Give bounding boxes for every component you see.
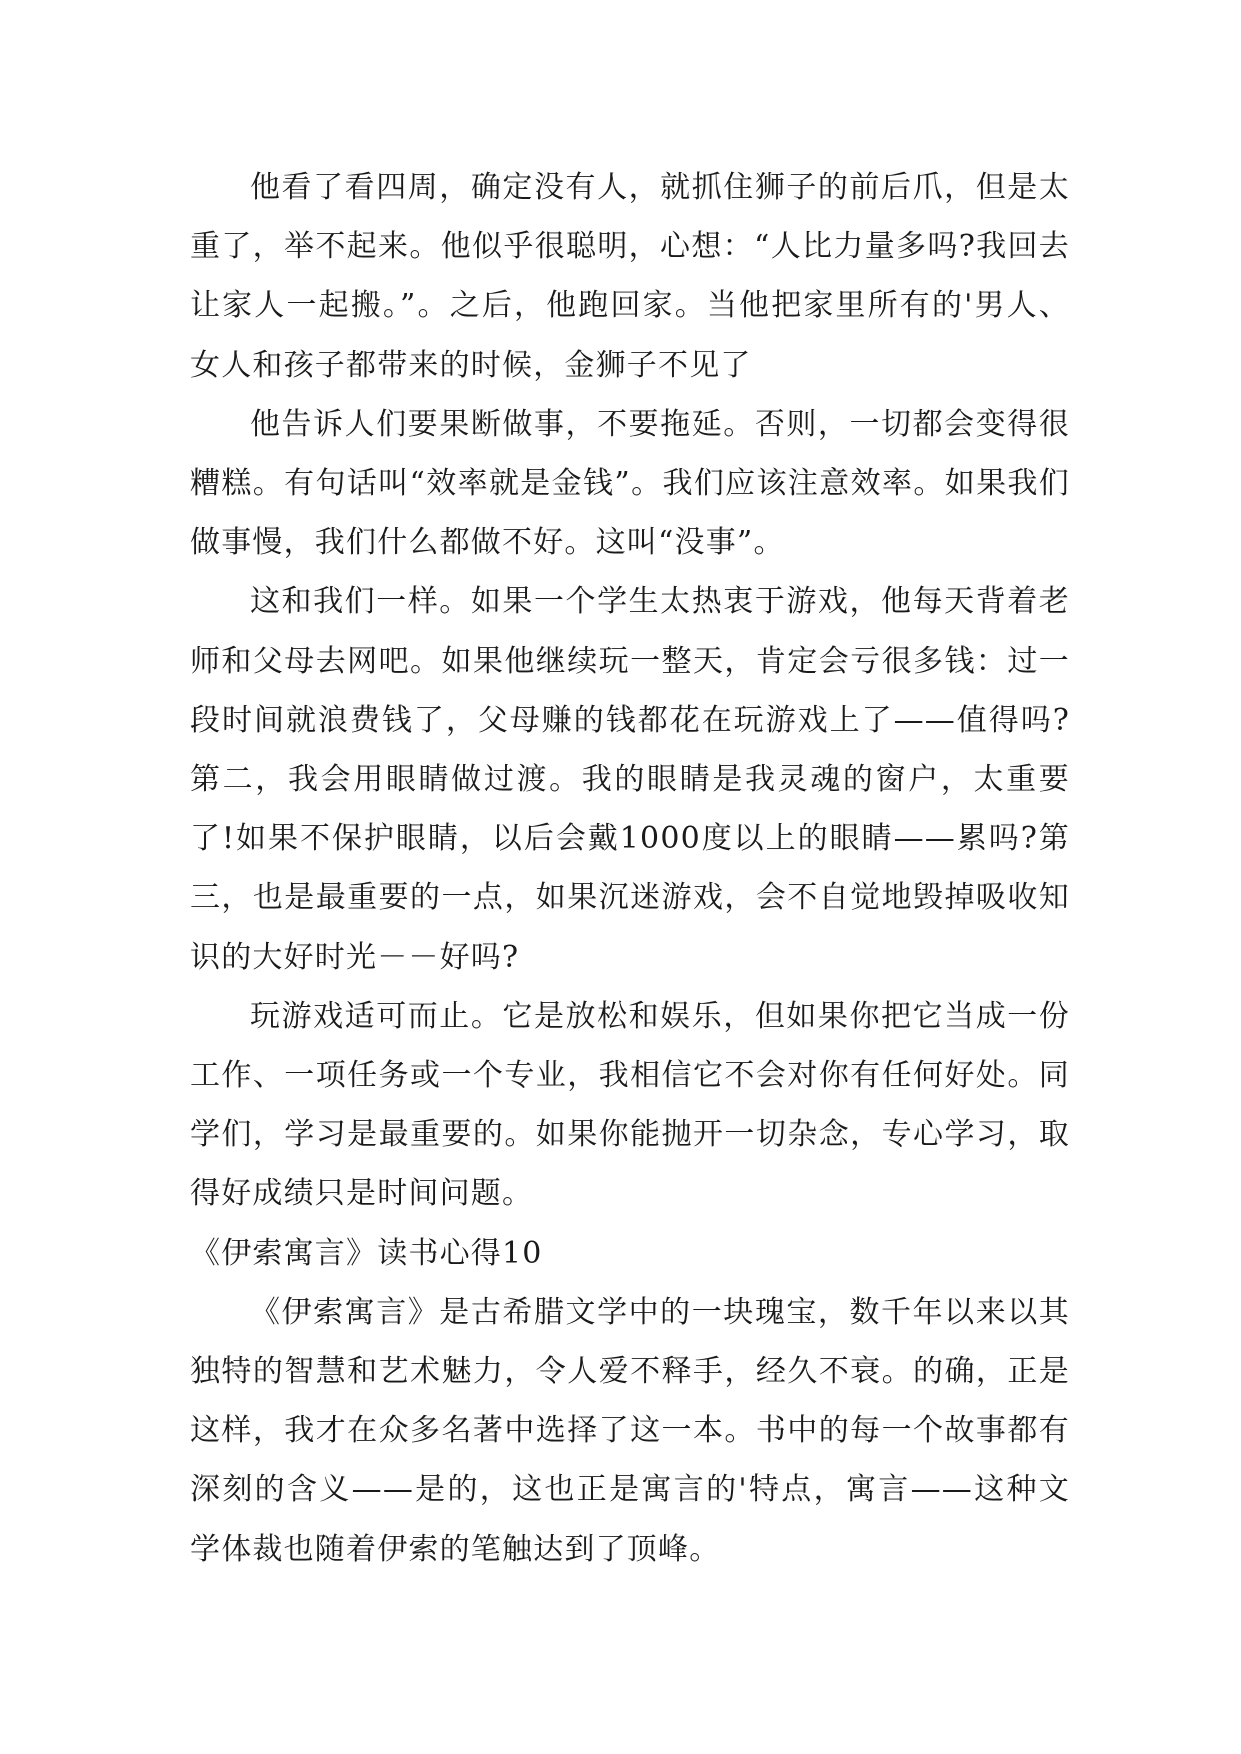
paragraph-moderation: 玩游戏适可而止。它是放松和娱乐，但如果你把它当成一份工作、一项任务或一个专业，我相信它不会对你有任何好处。同学们，学习是最重要的。如果你能抛开一切杂念，专心学习，取得好成绩只是时间问题。 (190, 998, 1070, 1212)
paragraph-lion-story: 他看了看四周，确定没有人，就抓住狮子的前后爪，但是太重了，举不起来。他似乎很聪明，心想：“人比力量多吗?我回去让家人一起搬。”。之后，他跑回家。当他把家里所有的'男人、女人和孩子都带来的时候，金狮子不见了 (190, 170, 1070, 383)
paragraph-efficiency: 他告诉人们要果断做事，不要拖延。否则，一切都会变得很糟糕。有句话叫“效率就是金钱”。我们应该注意效率。如果我们做事慢，我们什么都做不好。这叫“没事”。 (190, 406, 1070, 561)
document-body (190, 158, 1070, 1579)
section-heading: 《伊索寓言》读书心得10 (190, 1235, 543, 1271)
paragraph-aesop-intro: 《伊索寓言》是古希腊文学中的一块瑰宝，数千年以来以其独特的智慧和艺术魅力，令人爱不释手，经久不衰。的确，正是这样，我才在众多名著中选择了这一本。书中的每一个故事都有深刻的含义——是的，这也正是寓言的'特点，寓言——这种文学体裁也随着伊索的笔触达到了顶峰。 (190, 1294, 1070, 1567)
paragraph-games: 这和我们一样。如果一个学生太热衷于游戏，他每天背着老师和父母去网吧。如果他继续玩一整天，肯定会亏很多钱：过一段时间就浪费钱了，父母赚的钱都花在玩游戏上了——值得吗?第二，我会用眼睛做过渡。我的眼睛是我灵魂的窗户，太重要了!如果不保护眼睛，以后会戴1000度以上的眼睛——累吗?第三，也是最重要的一点，如果沉迷游戏，会不自觉地毁掉吸收知识的大好时光－－好吗? (190, 584, 1070, 975)
